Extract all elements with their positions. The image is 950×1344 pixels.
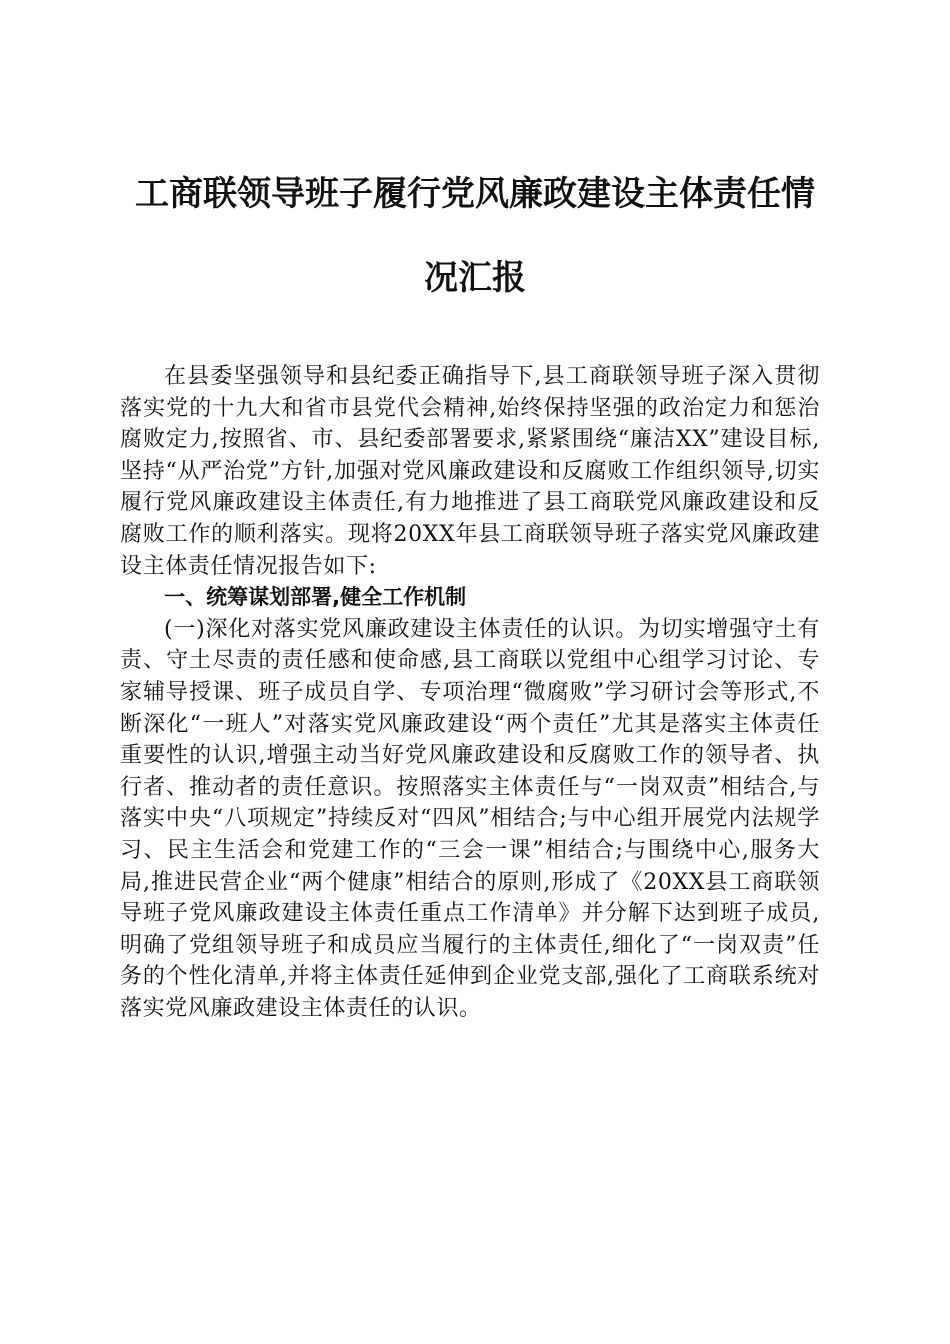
title-line-2: 况汇报 — [424, 258, 526, 298]
document-title — [110, 166, 840, 306]
document-body — [120, 361, 820, 1024]
title-line-1: 工商联领导班子履行党风廉政建设主体责任情 — [135, 174, 815, 214]
intro-paragraph: 在县委坚强领导和县纪委正确指导下,县工商联领导班子深入贯彻落实党的十九大和省市县党代会精神,始终保持坚强的政治定力和惩治腐败定力,按照省、市、县纪委部署要求,紧紧围绕“廉洁XX”建设目标,坚持“从严治党”方针,加强对党风廉政建设和反腐败工作组织领导,切实履行党风廉政建设主体责任,有力地推进了县工商联党风廉政建设和反腐败工作的顺利落实。现将20XX年县工商联领导班子落实党风廉政建设主体责任情况报告如下: — [120, 364, 820, 579]
section-1-paragraph-1: (一)深化对落实党风廉政建设主体责任的认识。为切实增强守土有责、守土尽责的责任感和使命感,县工商联以党组中心组学习讨论、专家辅导授课、班子成员自学、专项治理“微腐败”学习研讨会等形式,不断深化“一班人”对落实党风廉政建设“两个责任”尤其是落实主体责任重要性的认识,增强主动当好党风廉政建设和反腐败工作的领导者、执行者、推动者的责任意识。按照落实主体责任与“一岗双责”相结合,与落实中央“八项规定”持续反对“四风”相结合;与中心组开展党内法规学习、民主生活会和党建工作的“三会一课”相结合;与围绕中心,服务大局,推进民营企业“两个健康”相结合的原则,形成了《20XX县工商联领导班子党风廉政建设主体责任重点工作清单》并分解下达到班子成员,明确了党组领导班子和成员应当履行的主体责任,细化了“一岗双责”任务的个性化清单,并将主体责任延伸到企业党支部,强化了工商联系统对落实党风廉政建设主体责任的认识。 — [120, 616, 820, 1021]
section-1-heading: 一、统筹谋划部署,健全工作机制 — [164, 585, 467, 610]
